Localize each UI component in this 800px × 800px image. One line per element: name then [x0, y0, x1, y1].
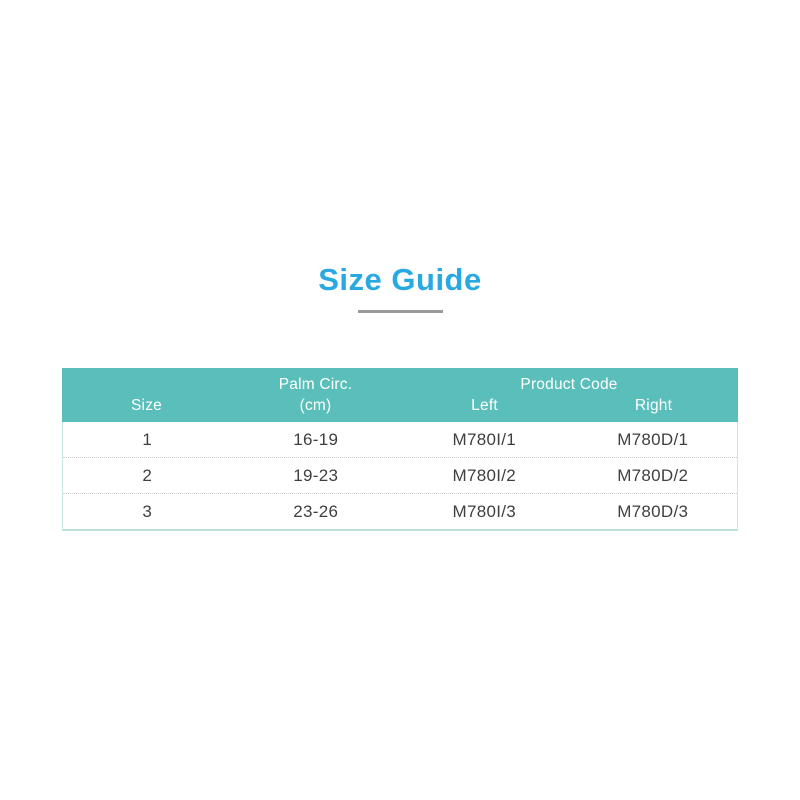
table-row	[63, 457, 737, 493]
cell-palm-circ: 19-23	[293, 465, 339, 485]
page-title: Size Guide	[318, 262, 482, 297]
cell-size: 1	[142, 429, 153, 449]
cell-right-code: M780D/1	[617, 429, 689, 449]
size-guide-table	[62, 368, 738, 531]
cell-right-code: M780D/3	[617, 501, 689, 521]
table-row	[63, 422, 737, 457]
header-cell-palm-unit: (cm)	[299, 397, 332, 414]
cell-palm-circ: 23-26	[293, 501, 339, 521]
cell-size: 3	[142, 501, 153, 521]
cell-left-code: M780I/1	[452, 429, 517, 449]
table-header	[62, 368, 738, 422]
cell-size: 2	[142, 465, 153, 485]
table-body	[62, 422, 738, 531]
cell-palm-circ: 16-19	[293, 429, 339, 449]
header-cell-left: Left	[471, 397, 498, 414]
cell-left-code: M780I/3	[452, 501, 517, 521]
header-cell-palm-circ: Palm Circ.	[278, 376, 353, 393]
cell-right-code: M780D/2	[617, 465, 689, 485]
title-underline	[358, 310, 443, 313]
cell-left-code: M780I/2	[452, 465, 517, 485]
title-section	[0, 263, 800, 313]
header-cell-size: Size	[131, 397, 162, 414]
header-cell-product-code: Product Code	[520, 376, 618, 393]
header-cell-right: Right	[634, 397, 673, 414]
table-row	[63, 493, 737, 529]
